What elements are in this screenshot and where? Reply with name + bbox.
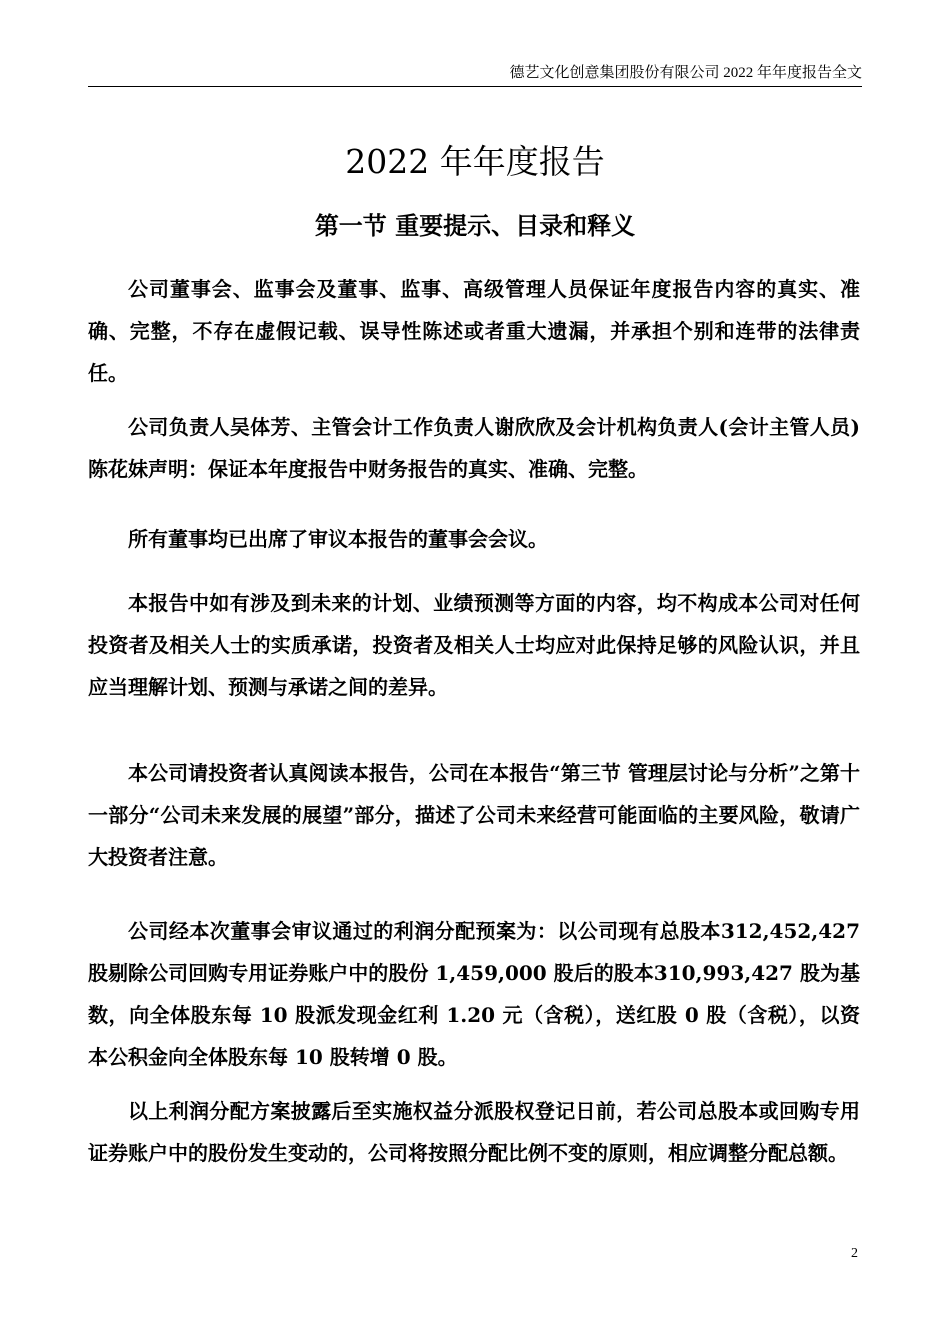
paragraph-officer-declaration: 公司负责人吴体芳、主管会计工作负责人谢欣欣及会计机构负责人(会计主管人员)陈花妹声明：保证本年度报告中财务报告的真实、准确、完整。 — [88, 415, 860, 481]
paragraph-forward-looking: 本报告中如有涉及到未来的计划、业绩预测等方面的内容，均不构成本公司对任何投资者及相关人士的实质承诺，投资者及相关人士均应对此保持足够的风险认识，并且应当理解计划、预测与承诺之间的差异。 — [88, 591, 860, 699]
paragraph-responsibility-statement: 公司董事会、监事会及董事、监事、高级管理人员保证年度报告内容的真实、准确、完整，不存在虚假记载、误导性陈述或者重大遗漏，并承担个别和连带的法律责任。 — [88, 277, 860, 385]
running-header-text: 德艺文化创意集团股份有限公司 2022 年年度报告全文 — [509, 65, 862, 81]
paragraph-distribution-adjustment: 以上利润分配方案披露后至实施权益分派股权登记日前，若公司总股本或回购专用证券账户中的股份发生变动的，公司将按照分配比例不变的原则，相应调整分配总额。 — [88, 1099, 860, 1165]
paragraph-risk-notice: 本公司请投资者认真阅读本报告，公司在本报告“第三节 管理层讨论与分析”之第十一部分“公司未来发展的展望”部分，描述了公司未来经营可能面临的主要风险，敬请广大投资者注意。 — [88, 761, 860, 869]
document-title: 2022 年年度报告 — [345, 142, 605, 181]
paragraph-board-attendance: 所有董事均已出席了审议本报告的董事会会议。 — [128, 527, 548, 551]
section-title: 第一节 重要提示、目录和释义 — [314, 211, 636, 240]
running-header — [88, 62, 862, 87]
paragraph-profit-distribution: 公司经本次董事会审议通过的利润分配预案为：以公司现有总股本312,452,427 股剔除公司回购专用证券账户中的股份 1,459,000 股后的股本310,993,427 股为基数，向全体股东每 10 股派发现金红利 1.20 元（含税），送红股 0 股（含税），以资本公积金向全体股东每 10 股转增 0 股。 — [88, 919, 860, 1069]
page-number: 2 — [851, 1246, 858, 1261]
